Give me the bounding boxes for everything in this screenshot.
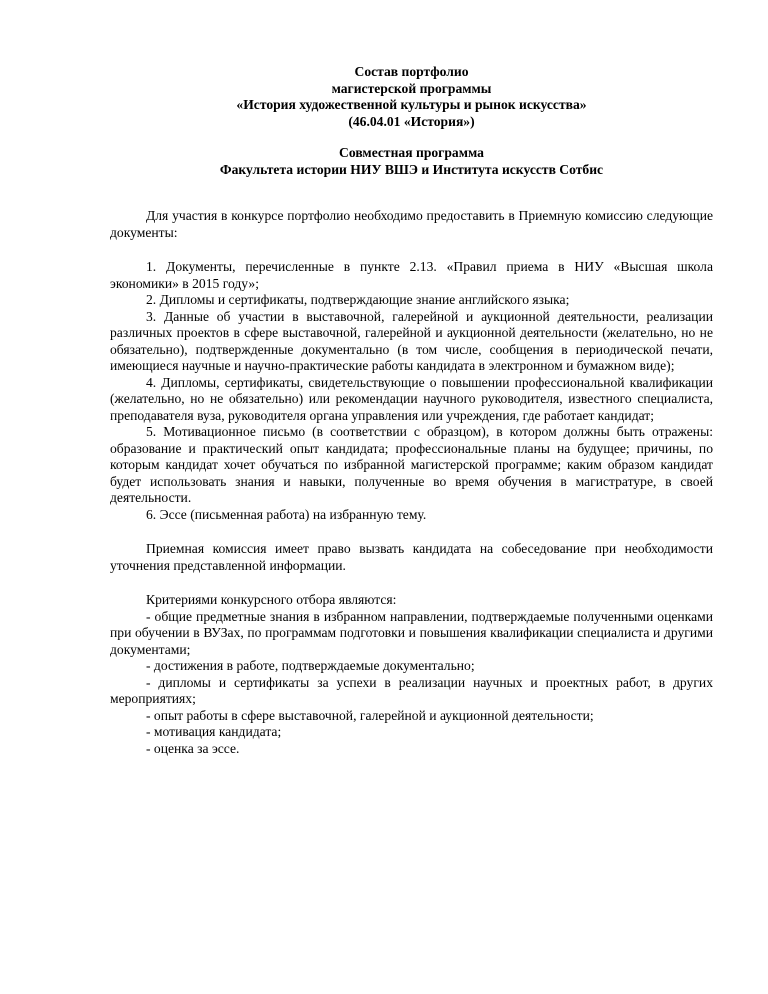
subtitle-line-1: Совместная программа <box>339 145 484 160</box>
criteria-item-5: - мотивация кандидата; <box>146 724 282 739</box>
subtitle-line-2: Факультета истории НИУ ВШЭ и Института искусств Сотбис <box>219 161 604 177</box>
interview-note: Приемная комиссия имеет право вызвать кандидата на собеседование при необходимости уточнения представленной информации. <box>110 541 713 573</box>
document-item-6: 6. Эссе (письменная работа) на избранную тему. <box>146 506 427 522</box>
title-line-2: магистерской программы <box>331 80 492 96</box>
criteria-item-6: - оценка за эссе. <box>146 740 240 756</box>
criteria-item-1: - общие предметные знания в избранном направлении, подтверждаемые полученными оценками при обучении в ВУЗах, по программам подготовки и повышения квалификации специалиста и другими документами; <box>110 608 713 657</box>
intro-paragraph: Для участия в конкурсе портфолио необходимо предоставить в Приемную комиссию следующие документы: <box>110 208 713 240</box>
document-item-1: 1. Документы, перечисленные в пункте 2.13. «Правил приема в НИУ «Высшая школа экономики» в 2015 году»; <box>110 259 713 291</box>
title-line-1: Состав портфолио <box>354 64 469 79</box>
document-item-2: 2. Дипломы и сертификаты, подтверждающие знание английского языка; <box>146 292 570 307</box>
criteria-item-2: - достижения в работе, подтверждаемые документально; <box>146 658 475 673</box>
documents-list <box>110 259 713 523</box>
document-item-3: 3. Данные об участии в выставочной, галерейной и аукционной деятельности, реализации различных проектов в сфере выставочной, галерейной и аукционной деятельности (желательно, но не обязательно), подтвержденные документально (в том числе, сообщения в периодической печати, имеющиеся научные и научно-практические работы кандидата в электронном и бумажном виде); <box>110 308 713 373</box>
document-title-block <box>110 64 713 178</box>
document-page <box>110 64 713 757</box>
document-item-5: 5. Мотивационное письмо (в соответствии с образцом), в котором должны быть отражены: образование и практический опыт кандидата; профессиональные планы на будущее; причины, по которым кандидат хочет обучаться по избранной магистерской программе; каким образом кандидат будет использовать знания и навыки, полученные во время обучения в магистратуре, в своей деятельности. <box>110 424 713 505</box>
document-item-4: 4. Дипломы, сертификаты, свидетельствующие о повышении профессиональной квалификации (желательно, но не обязательно) или рекомендации научного руководителя, известного специалиста, преподавателя вуза, руководителя органа управления или учреждения, где работает кандидат; <box>110 374 713 423</box>
criteria-list <box>110 609 713 758</box>
criteria-item-4: - опыт работы в сфере выставочной, галерейной и аукционной деятельности; <box>146 707 594 723</box>
criteria-item-3: - дипломы и сертификаты за успехи в реализации научных и проектных работ, в других мероприятиях; <box>110 674 713 706</box>
title-line-3: «История художественной культуры и рынок искусства» <box>236 97 587 112</box>
criteria-heading: Критериями конкурсного отбора являются: <box>146 592 397 607</box>
title-line-4: (46.04.01 «История») <box>348 113 475 129</box>
